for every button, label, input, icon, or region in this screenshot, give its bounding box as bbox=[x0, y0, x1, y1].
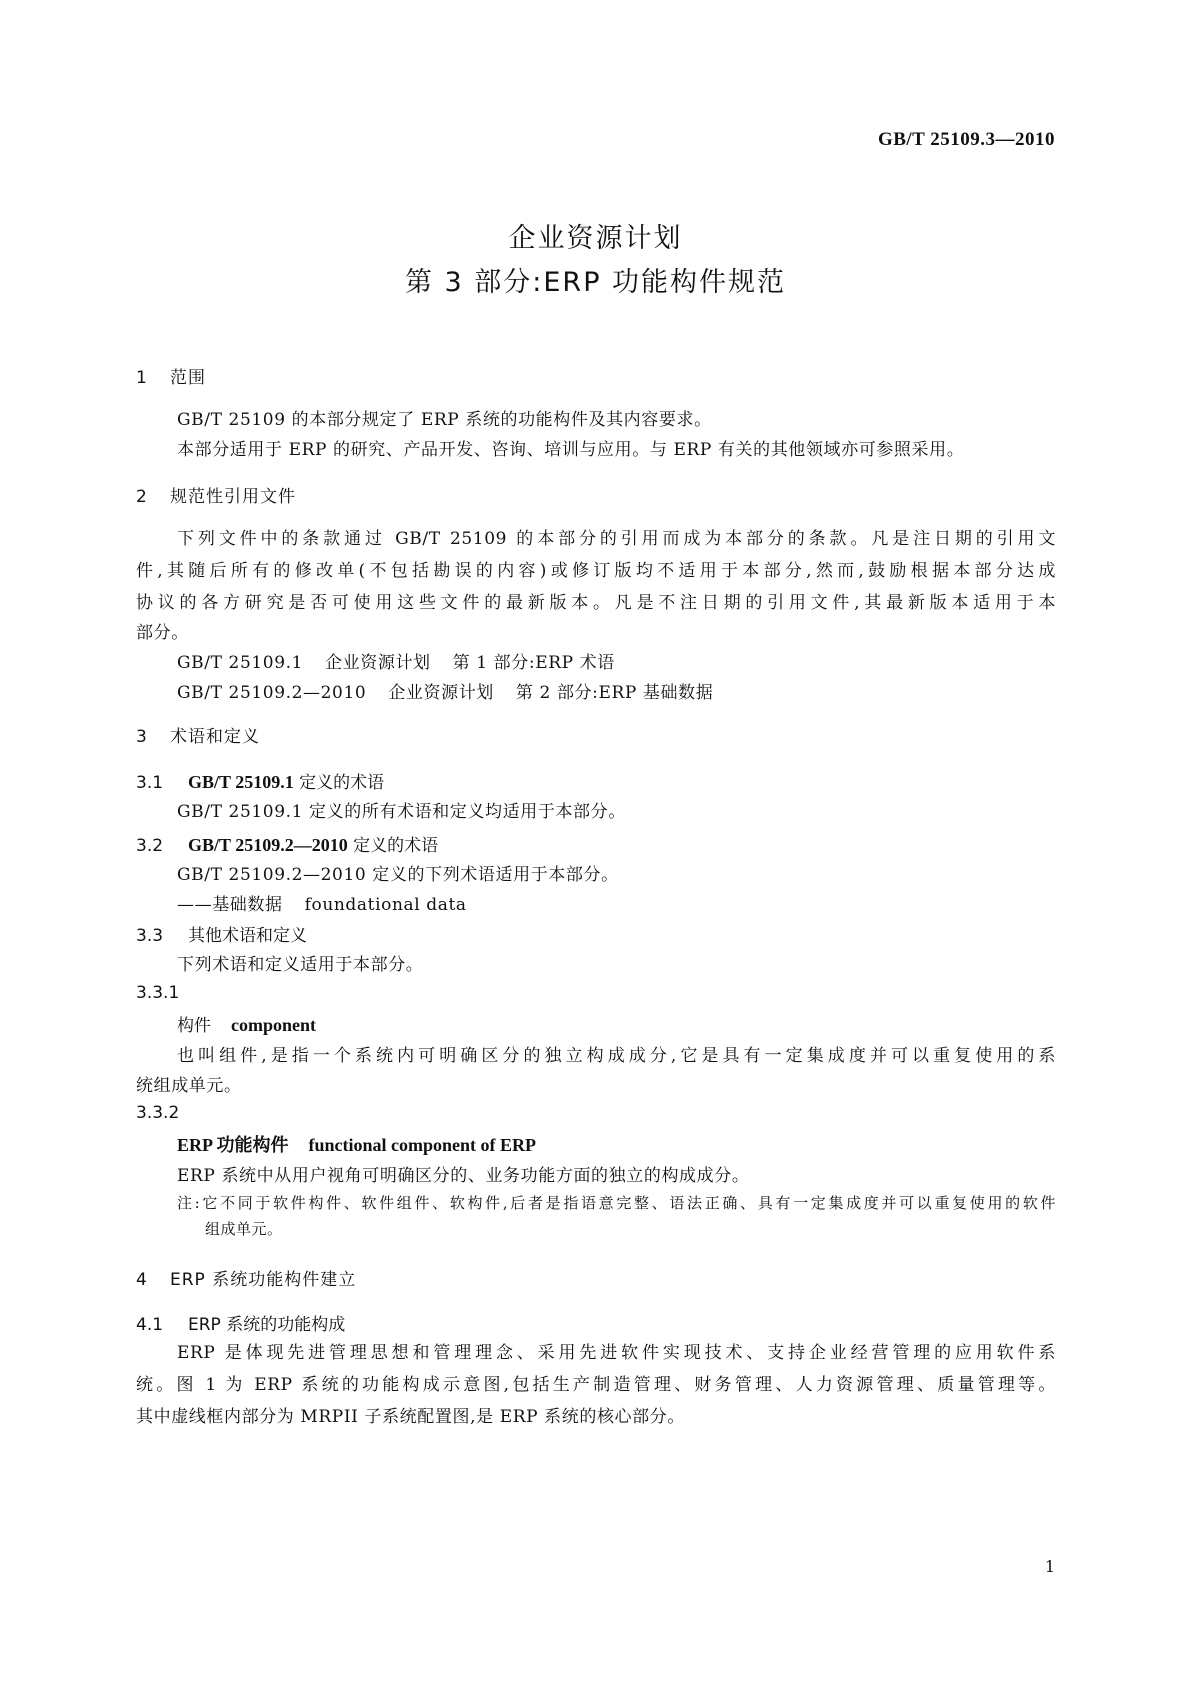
section-2-paragraph-line: 件,其随后所有的修改单(不包括勘误的内容)或修订版均不适用于本部分,然而,鼓励根据本部分达成 bbox=[136, 561, 1056, 581]
section-3-2-heading: 3.2 GB/T 25109.2—2010 定义的术语 bbox=[136, 835, 439, 856]
section-4-1-paragraph-line: 统。图 1 为 ERP 系统的功能构成示意图,包括生产制造管理、财务管理、人力资源管理、质量管理等。 bbox=[136, 1375, 1056, 1395]
section-2-paragraph-line: 下列文件中的条款通过 GB/T 25109 的本部分的引用而成为本部分的条款。凡是注日期的引用文 bbox=[177, 529, 1056, 549]
term-3-3-1-title: 构件 component bbox=[177, 1015, 316, 1036]
section-3-1-heading: 3.1 GB/T 25109.1 定义的术语 bbox=[136, 772, 385, 793]
term-3-3-1-definition: 统组成单元。 bbox=[136, 1076, 242, 1096]
term-3-3-2-number: 3.3.2 bbox=[136, 1103, 180, 1123]
term-3-3-2-note: 组成单元。 bbox=[205, 1220, 283, 1238]
term-3-3-2-note: 注:它不同于软件构件、软件组件、软构件,后者是指语意完整、语法正确、具有一定集成度并可以重复使用的软件 bbox=[177, 1194, 1056, 1212]
reference-item: GB/T 25109.1 企业资源计划 第 1 部分:ERP 术语 bbox=[177, 653, 615, 673]
section-4-1-heading: 4.1 ERP 系统的功能构成 bbox=[136, 1315, 346, 1335]
document-title: 企业资源计划 bbox=[508, 223, 683, 254]
section-2-paragraph-line: 部分。 bbox=[136, 623, 189, 643]
section-1-paragraph-2: 本部分适用于 ERP 的研究、产品开发、咨询、培训与应用。与 ERP 有关的其他领域亦可参照采用。 bbox=[177, 440, 965, 460]
term-3-3-1-definition: 也叫组件,是指一个系统内可明确区分的独立构成成分,它是具有一定集成度并可以重复使用的系 bbox=[177, 1046, 1056, 1066]
section-3-heading: 3 术语和定义 bbox=[136, 727, 260, 747]
document-subtitle: 第 3 部分:ERP 功能构件规范 bbox=[404, 267, 787, 298]
standard-number-header: GB/T 25109.3—2010 bbox=[877, 129, 1055, 150]
section-3-3-text: 下列术语和定义适用于本部分。 bbox=[177, 955, 424, 975]
section-1-paragraph-1: GB/T 25109 的本部分规定了 ERP 系统的功能构件及其内容要求。 bbox=[177, 410, 712, 430]
section-3-2-text: GB/T 25109.2—2010 定义的下列术语适用于本部分。 bbox=[177, 865, 619, 885]
term-3-3-1-number: 3.3.1 bbox=[136, 983, 180, 1003]
term-3-3-2-title: ERP 功能构件 functional component of ERP bbox=[177, 1135, 537, 1155]
section-4-1-paragraph-line: 其中虚线框内部分为 MRPII 子系统配置图,是 ERP 系统的核心部分。 bbox=[136, 1407, 685, 1427]
page-number: 1 bbox=[1044, 1557, 1055, 1576]
section-1-heading: 1 范围 bbox=[136, 368, 206, 388]
section-2-paragraph-line: 协议的各方研究是否可使用这些文件的最新版本。凡是不注日期的引用文件,其最新版本适用于本 bbox=[136, 593, 1056, 613]
term-list-item: ——基础数据 foundational data bbox=[177, 895, 467, 915]
section-4-1-paragraph-line: ERP 是体现先进管理思想和管理理念、采用先进软件实现技术、支持企业经营管理的应用软件系 bbox=[177, 1343, 1056, 1363]
section-2-heading: 2 规范性引用文件 bbox=[136, 487, 296, 507]
section-4-heading: 4 ERP 系统功能构件建立 bbox=[136, 1270, 357, 1290]
reference-item: GB/T 25109.2—2010 企业资源计划 第 2 部分:ERP 基础数据 bbox=[177, 683, 714, 703]
section-3-1-text: GB/T 25109.1 定义的所有术语和定义均适用于本部分。 bbox=[177, 802, 626, 822]
section-3-3-heading: 3.3 其他术语和定义 bbox=[136, 926, 307, 946]
term-3-3-2-definition: ERP 系统中从用户视角可明确区分的、业务功能方面的独立的构成成分。 bbox=[177, 1166, 750, 1186]
